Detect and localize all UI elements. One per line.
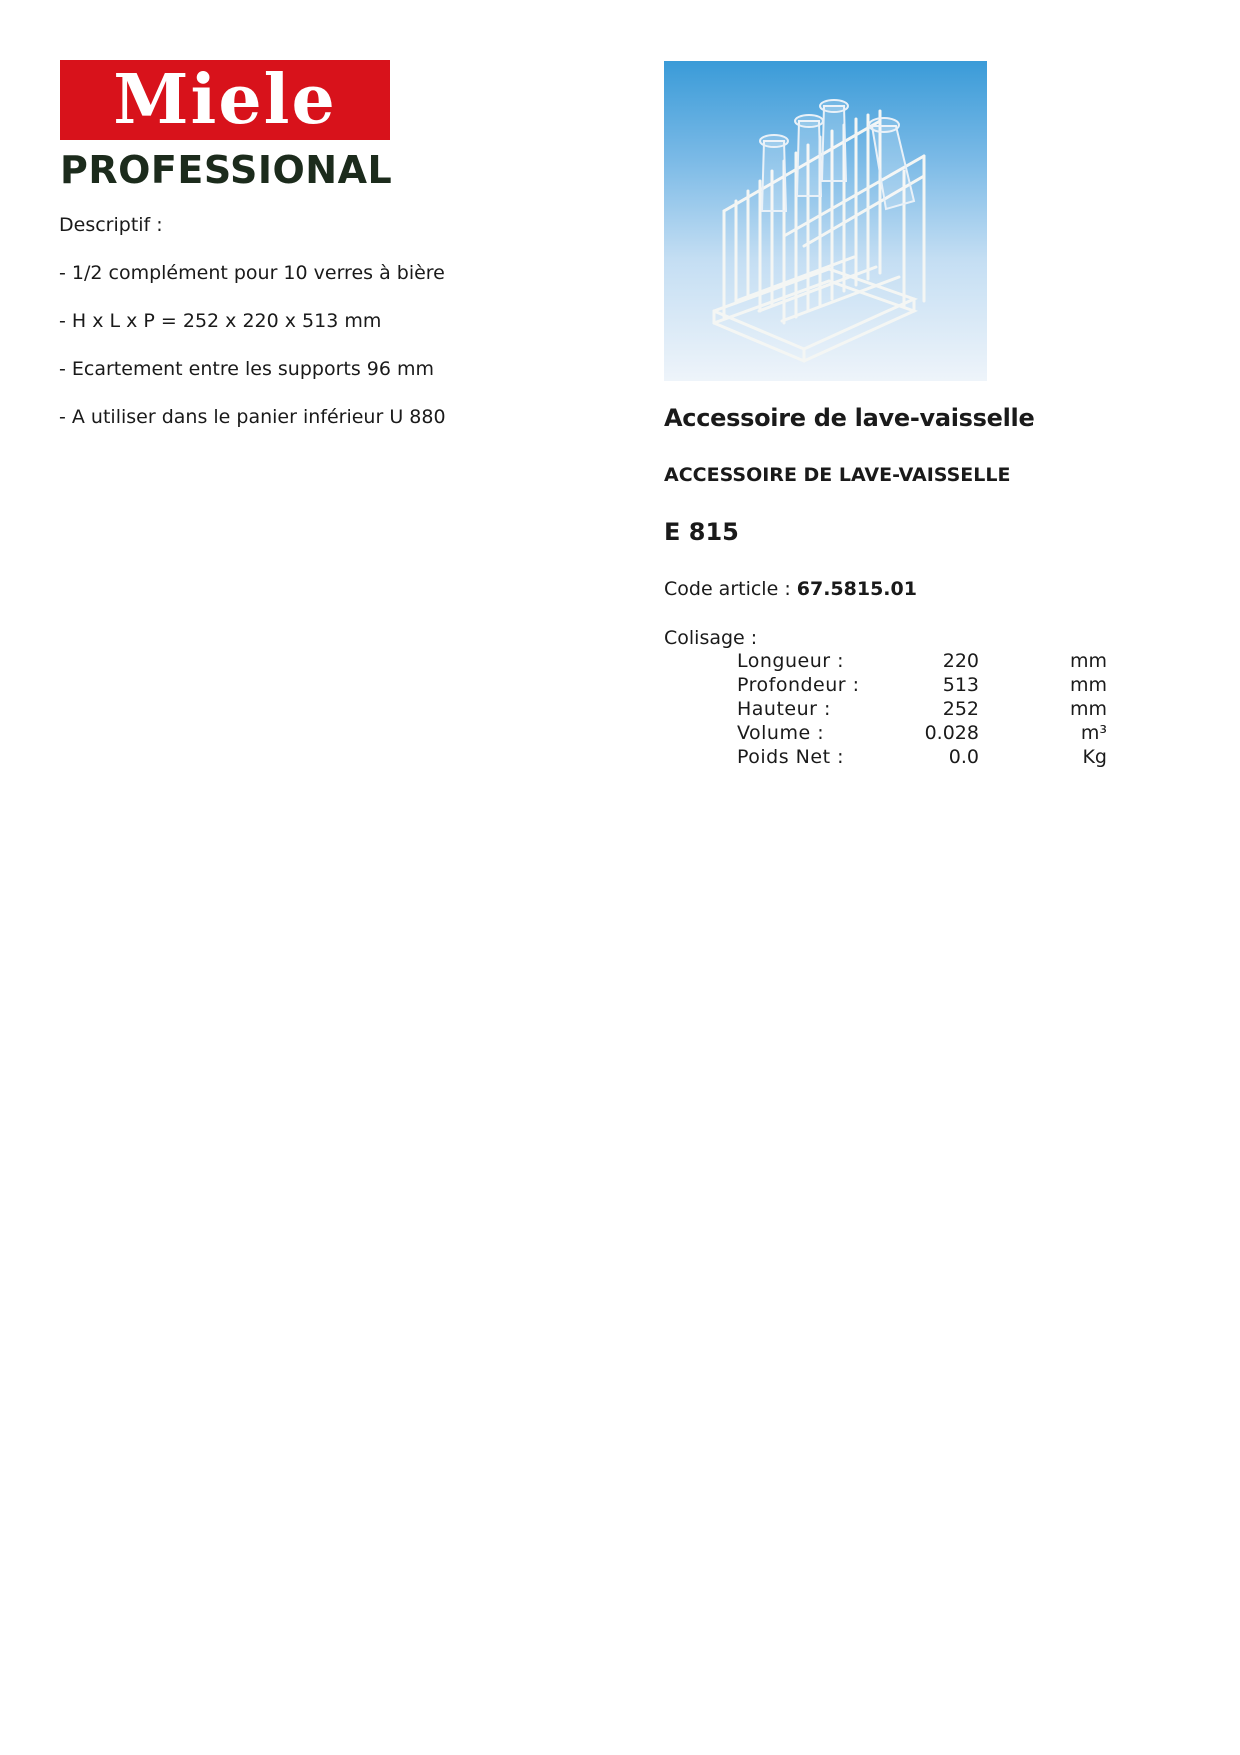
packaging-label: Volume :	[737, 722, 825, 744]
packaging-value: 252	[942, 698, 979, 720]
description-line: - 1/2 complément pour 10 verres à bière	[59, 262, 445, 284]
wire-rack-illustration	[664, 61, 987, 381]
product-category: ACCESSOIRE DE LAVE-VAISSELLE	[664, 464, 1011, 486]
packaging-label: Hauteur :	[737, 698, 831, 720]
description-line: - Ecartement entre les supports 96 mm	[59, 358, 434, 380]
packaging-unit: mm	[1069, 674, 1107, 696]
product-title: Accessoire de lave-vaisselle	[664, 404, 1035, 432]
packaging-table	[737, 650, 1107, 770]
packaging-value: 0.0	[948, 746, 979, 768]
description-heading: Descriptif :	[59, 214, 163, 236]
product-code-value: 67.5815.01	[796, 578, 917, 600]
product-model: E 815	[664, 518, 739, 546]
description-block	[59, 216, 446, 456]
packaging-label: Profondeur :	[737, 674, 860, 696]
packaging-value: 0.028	[924, 722, 979, 744]
miele-professional-logo	[60, 60, 393, 194]
product-photo	[664, 61, 987, 381]
packaging-label: Poids Net :	[737, 746, 844, 768]
packaging-value: 220	[942, 650, 979, 672]
product-code-label: Code article :	[664, 578, 797, 600]
logo-subtitle-box	[60, 146, 393, 194]
packaging-unit: mm	[1069, 698, 1107, 720]
logo-brand-box	[60, 60, 390, 140]
packaging-unit: Kg	[1082, 746, 1107, 768]
packaging-row	[737, 698, 1107, 722]
packaging-heading: Colisage :	[664, 627, 758, 649]
logo-brand-text: Miele	[113, 60, 337, 140]
packaging-row	[737, 722, 1107, 746]
logo-subtitle-text: PROFESSIONAL	[60, 148, 393, 192]
packaging-unit: m³	[1080, 722, 1107, 744]
product-code	[664, 578, 917, 600]
description-line: - H x L x P = 252 x 220 x 513 mm	[59, 310, 382, 332]
packaging-value: 513	[942, 674, 979, 696]
packaging-label: Longueur :	[737, 650, 845, 672]
packaging-row	[737, 746, 1107, 770]
packaging-unit: mm	[1069, 650, 1107, 672]
packaging-row	[737, 650, 1107, 674]
packaging-row	[737, 674, 1107, 698]
description-line: - A utiliser dans le panier inférieur U 880	[59, 406, 446, 428]
